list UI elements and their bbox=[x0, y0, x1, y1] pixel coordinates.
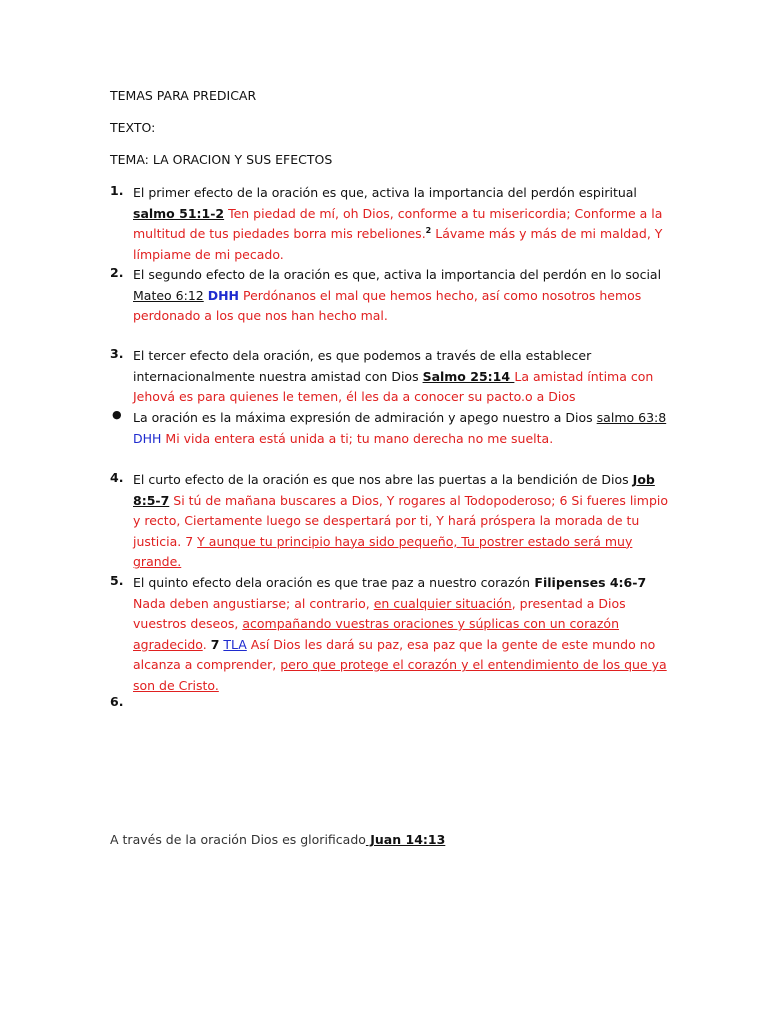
list-item-2 bbox=[110, 265, 670, 327]
item-number: 5. bbox=[110, 573, 124, 588]
tema-heading: TEMA: LA ORACION Y SUS EFECTOS bbox=[110, 152, 333, 167]
verse-text: La amistad íntima con Jehová es para quienes le temen, él les da a conocer su pacto.o a Dios bbox=[133, 368, 654, 405]
document-title: TEMAS PARA PREDICAR bbox=[110, 88, 257, 103]
scripture-ref: Filipenses 4:6-7 bbox=[530, 575, 647, 590]
verse-number: 2 bbox=[425, 226, 432, 236]
scripture-ref: Juan 14:13 bbox=[365, 832, 446, 847]
closing-text: A través de la oración Dios es glorificado bbox=[110, 832, 366, 847]
item-text: El curto efecto de la oración es que nos abre las puertas a la bendición de Dios bbox=[133, 472, 629, 487]
verse-text: . bbox=[202, 636, 211, 652]
list-item-4 bbox=[110, 470, 670, 573]
verse-text-underlined: acompañando vuestras oraciones y súplicas con un corazón agradecido bbox=[133, 616, 620, 652]
verse-number: 7 bbox=[210, 636, 220, 652]
verse-text: Así Dios les dará su paz, esa paz que la gente de este mundo no alcanza a comprender, bbox=[133, 636, 656, 673]
bible-version-link[interactable]: TLA bbox=[223, 636, 247, 652]
item-number: 1. bbox=[110, 183, 124, 198]
item-text: La oración es la máxima expresión de admiración y apego nuestro a Dios bbox=[133, 410, 593, 425]
verse-text: Perdónanos el mal que hemos hecho, así como nosotros hemos perdonado a los que nos han hecho mal. bbox=[133, 287, 642, 324]
verse-text: Ten piedad de mí, oh Dios, conforme a tu misericordia; Conforme a la multitud de tus piedades borra mis rebeliones. bbox=[133, 205, 663, 242]
bullet-icon: ● bbox=[112, 408, 122, 421]
item-number: 4. bbox=[110, 470, 124, 485]
scripture-ref: Mateo 6:12 bbox=[133, 287, 204, 303]
scripture-ref: salmo 63:8 bbox=[596, 410, 667, 425]
scripture-ref: Job 8:5-7 bbox=[133, 472, 655, 508]
scripture-ref: salmo 51:1-2 bbox=[133, 205, 225, 221]
verse-text: Lávame más y más de mi maldad, Y límpiame de mi pecado. bbox=[133, 226, 663, 262]
item-text: El segundo efecto de la oración es que, activa la importancia del perdón en lo social bbox=[133, 267, 662, 282]
bullet-item bbox=[110, 408, 670, 449]
item-number: 3. bbox=[110, 346, 124, 361]
closing-line bbox=[110, 832, 445, 847]
list-item-3 bbox=[110, 346, 670, 408]
verse-text: , presentad a Dios vuestros deseos, bbox=[133, 595, 626, 632]
verse-text-underlined: Y aunque tu principio haya sido pequeño, Tu postrer estado será muy grande. bbox=[133, 533, 633, 570]
verse-text-underlined: en cualquier situación bbox=[373, 595, 512, 611]
verse-text: Nada deben angustiarse; al contrario, bbox=[133, 595, 374, 611]
verse-text: Si tú de mañana buscares a Dios, Y rogares al Todopoderoso; 6 Si fueres limpio y recto, Ciertamente luego se despertará por ti, Y hará próspera la morada de tu justicia. 7 bbox=[133, 492, 668, 549]
verse-text: Mi vida entera está unida a ti; tu mano derecha no me suelta. bbox=[161, 430, 554, 446]
item-number: 2. bbox=[110, 265, 124, 280]
list-item-5 bbox=[110, 573, 670, 697]
item-text: El primer efecto de la oración es que, activa la importancia del perdón espiritual bbox=[133, 185, 637, 200]
verse-text-underlined: pero que protege el corazón y el entendimiento de los que ya son de Cristo. bbox=[133, 657, 667, 693]
item-text: El quinto efecto dela oración es que trae paz a nuestro corazón bbox=[133, 575, 531, 590]
scripture-ref: Salmo 25:14 bbox=[422, 368, 515, 384]
list-item-1 bbox=[110, 183, 670, 265]
texto-label: TEXTO: bbox=[110, 120, 156, 135]
bible-version: DHH bbox=[207, 287, 240, 303]
bible-version: DHH bbox=[133, 430, 162, 446]
item-text: El tercer efecto dela oración, es que podemos a través de ella establecer internacionalmente nuestra amistad con Dios bbox=[133, 348, 592, 384]
item-number: 6. bbox=[110, 694, 124, 709]
